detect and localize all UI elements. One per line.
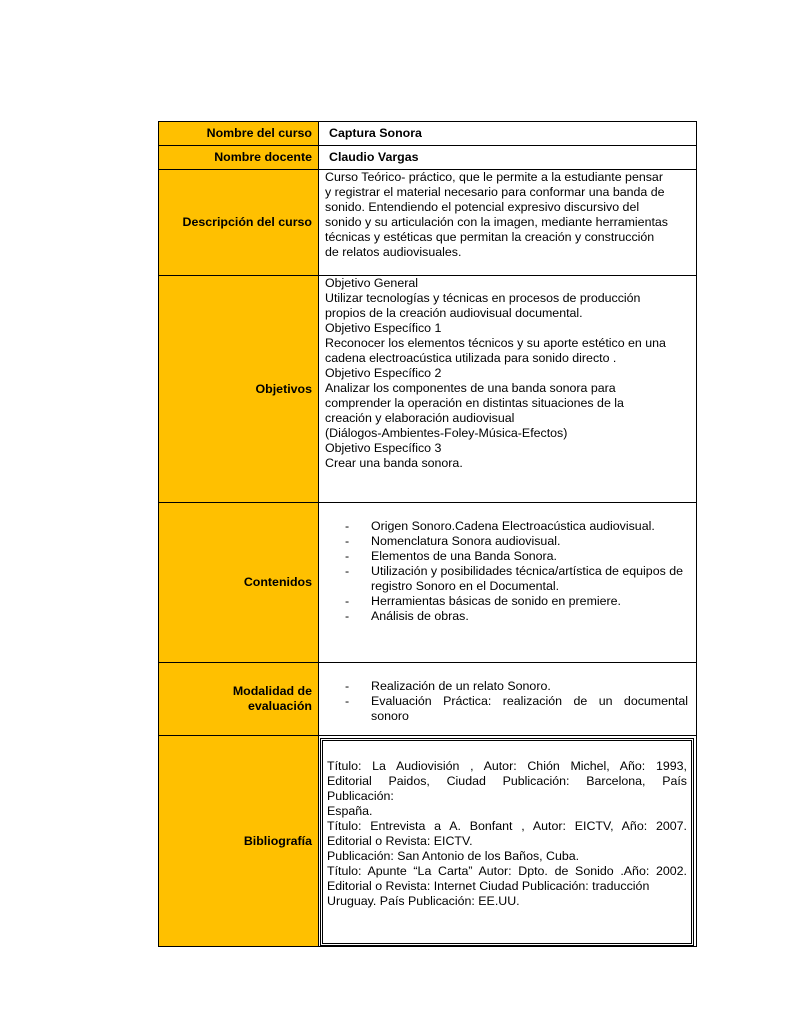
bibliography-line: Título: Apunte “La Carta” Autor: Dpto. de Sonido .Año: 2002. (327, 864, 687, 878)
contents-list (325, 519, 688, 624)
objective-line: Objetivo Específico 1 (325, 321, 442, 335)
objective-line: Objetivo Específico 3 (325, 441, 442, 455)
list-item: - Origen Sonoro.Cadena Electroacústica audiovisual. (345, 519, 688, 534)
description-line: y registrar el material necesario para conformar una banda de (325, 185, 665, 199)
description-line: Curso Teórico- práctico, que le permite a la estudiante pensar (325, 170, 663, 184)
bibliography-line: Editorial o Revista: EICTV. (327, 834, 473, 848)
list-item: - Análisis de obras. (345, 609, 688, 624)
objective-line: propios de la creación audiovisual documental. (325, 306, 583, 320)
evaluation-value (319, 663, 697, 736)
bibliography-line: Editorial Paidos, Ciudad Publicación: Barcelona, País (327, 774, 687, 788)
description-line: técnicas y estéticas que permitan la creación y construcción (325, 230, 655, 244)
objective-line: Objetivo Específico 2 (325, 366, 442, 380)
bibliography-value (319, 736, 697, 947)
objective-line: Reconocer los elementos técnicos y su aporte estético en una (325, 336, 666, 350)
teacher-value: Claudio Vargas (319, 146, 697, 170)
objective-line: creación y elaboración audiovisual (325, 411, 515, 425)
evaluation-label (159, 663, 319, 736)
bibliography-line: España. (327, 804, 373, 818)
contents-label: Contenidos (159, 503, 319, 663)
evaluation-label-line: Modalidad de (232, 684, 312, 698)
teacher-label: Nombre docente (159, 146, 319, 170)
bibliography-line: Título: Entrevista a A. Bonfant , Autor: EICTV, Año: 2007. (327, 819, 687, 833)
description-line: de relatos audiovisuales. (325, 245, 462, 259)
objective-line: Objetivo General (325, 276, 418, 290)
objectives-label: Objetivos (159, 276, 319, 503)
list-item: - Herramientas básicas de sonido en premiere. (345, 594, 688, 609)
row-teacher (159, 146, 697, 170)
objectives-value (319, 276, 697, 503)
bibliography-box (320, 738, 694, 946)
bibliography-line: Uruguay. País Publicación: EE.UU. (327, 894, 520, 908)
objective-line: comprender la operación en distintas situaciones de la (325, 396, 624, 410)
list-item: - Utilización y posibilidades técnica/artística de equipos de registro Sonoro en el Documental. (345, 564, 688, 594)
description-label: Descripción del curso (159, 170, 319, 276)
row-contents (159, 503, 697, 663)
objective-line: Analizar los componentes de una banda sonora para (325, 381, 616, 395)
row-bibliography (159, 736, 697, 947)
list-item: - Realización de un relato Sonoro. (345, 679, 688, 694)
course-name-label: Nombre del curso (159, 122, 319, 146)
list-item: - Elementos de una Banda Sonora. (345, 549, 688, 564)
list-item: - Nomenclatura Sonora audiovisual. (345, 534, 688, 549)
row-course-name (159, 122, 697, 146)
objective-line: cadena electroacústica utilizada para sonido directo . (325, 351, 617, 365)
bibliography-line: Editorial o Revista: Internet Ciudad Publicación: traducción (327, 879, 650, 893)
evaluation-label-line: evaluación (247, 699, 312, 713)
objective-line: Crear una banda sonora. (325, 456, 463, 470)
bibliography-label: Bibliografía (159, 736, 319, 947)
row-objectives (159, 276, 697, 503)
bibliography-line: Publicación: (327, 789, 394, 803)
objective-line: (Diálogos-Ambientes-Foley-Música-Efectos) (325, 426, 568, 440)
objective-line: Utilizar tecnologías y técnicas en procesos de producción (325, 291, 641, 305)
description-line: sonido y su articulación con la imagen, mediante herramientas (325, 215, 668, 229)
course-name-value: Captura Sonora (319, 122, 697, 146)
description-value (319, 170, 697, 276)
list-item: - Evaluación Práctica: realización de un documental sonoro (345, 694, 688, 724)
bibliography-line: Publicación: San Antonio de los Baños, Cuba. (327, 849, 580, 863)
contents-value (319, 503, 697, 663)
evaluation-list (325, 679, 688, 724)
row-evaluation (159, 663, 697, 736)
bibliography-line: Título: La Audiovisión , Autor: Chión Michel, Año: 1993, (327, 759, 687, 773)
course-info-table (158, 121, 697, 947)
description-line: sonido. Entendiendo el potencial expresivo discursivo del (325, 200, 640, 214)
row-description (159, 170, 697, 276)
